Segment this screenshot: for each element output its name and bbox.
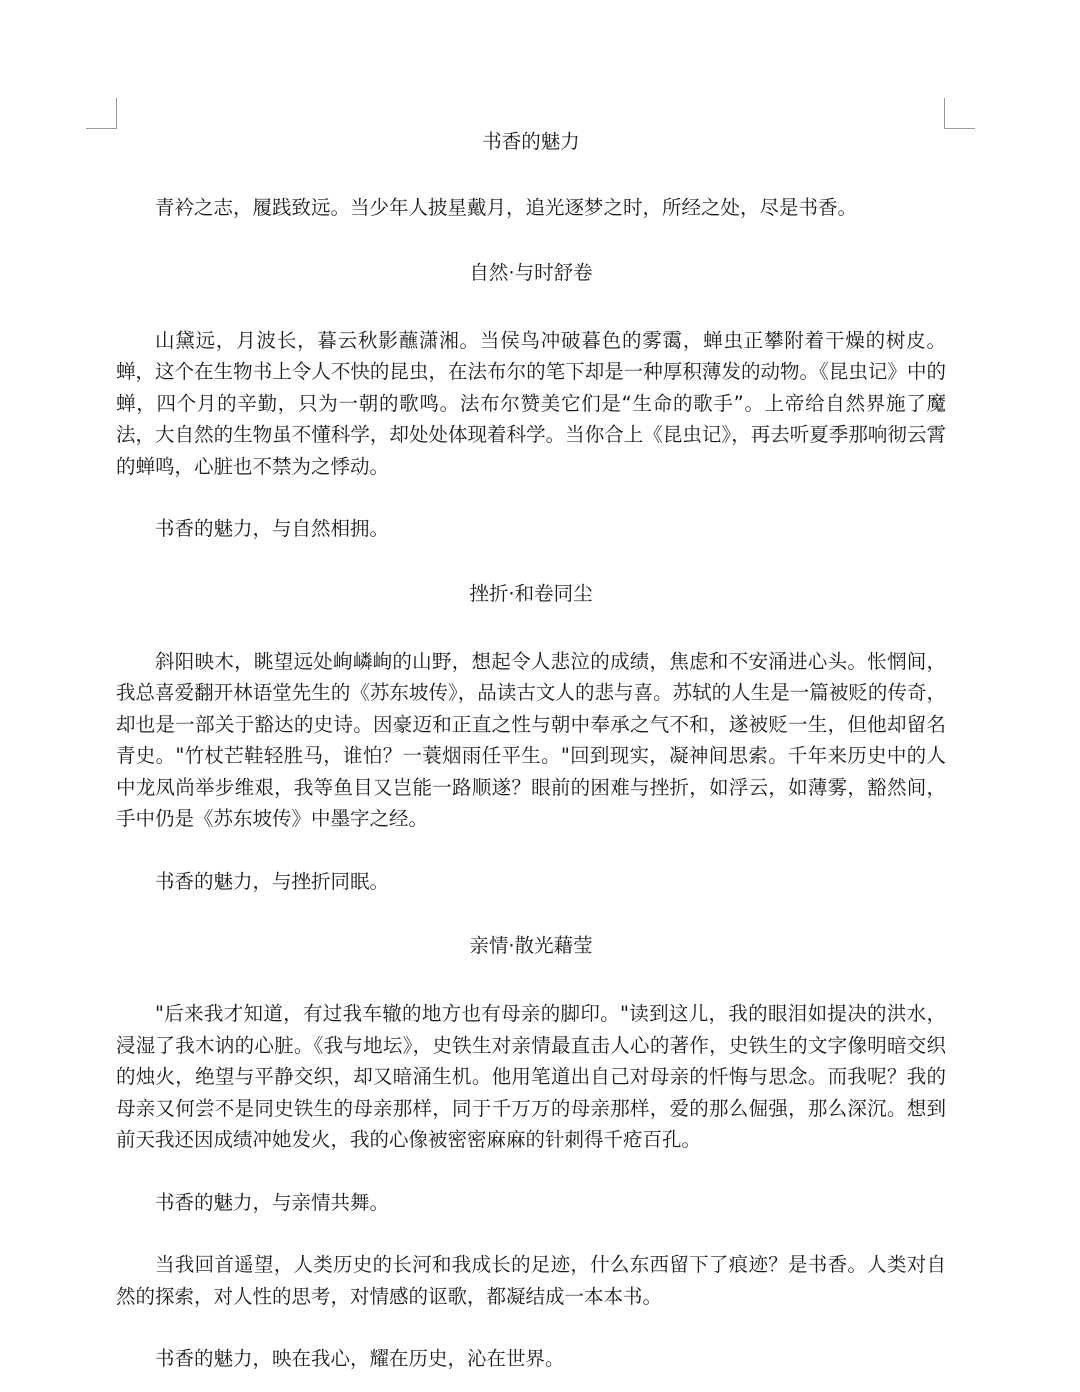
document-title: 书香的魅力 (482, 130, 580, 153)
conclusion-paragraph: 当我回首遥望，人类历史的长河和我成长的足迹，什么东西留下了痕迹？是书香。人类对自然的探索，对人性的思考，对情感的讴歌，都凝结成一本本书。 (116, 1253, 946, 1308)
section-closing-setback: 书香的魅力，与挫折同眠。 (155, 869, 390, 893)
intro-paragraph: 青衿之志，履践致远。当少年人披星戴月，追光逐梦之时，所经之处，尽是书香。 (155, 196, 858, 219)
section-heading-setback: 挫折·和卷同尘 (469, 581, 593, 605)
section-body-nature: 山黛远，月波长，暮云秋影蘸潇湘。当侯鸟冲破暮色的雾霭，蝉虫正攀附着干燥的树皮。蝉，这个在生物书上令人不快的昆虫，在法布尔的笔下却是一种厚积薄发的动物。《昆虫记》中的蝉，四个月的辛勤，只为一朝的歌鸣。法布尔赞美它们是“生命的歌手”。上帝给自然界施了魔法，大自然的生物虽不懂科学，却处处体现着科学。当你合上《昆虫记》，再去听夏季那响彻云霄的蝉鸣，心脏也不禁为之悸动。 (116, 328, 946, 478)
section-heading-nature: 自然·与时舒卷 (469, 260, 593, 284)
document-body[interactable] (116, 124, 946, 1375)
section-body-setback: 斜阳映木，眺望远处峋嶙峋的山野，想起令人悲泣的成绩，焦虑和不安涌进心头。怅惘间，我总喜爱翻开林语堂先生的《苏东坡传》，品读古文人的悲与喜。苏轼的人生是一篇被贬的传奇，却也是一部关于豁达的史诗。因豪迈和正直之性与朝中奉承之气不和，遂被贬一生，但他却留名青史。"竹杖芒鞋轻胜马，谁怕？一蓑烟雨任平生。"回到现实，凝神间思索。千年来历史中的人中龙凤尚举步维艰，我等鱼目又岂能一路顺遂？眼前的困难与挫折，如浮云，如薄雾，豁然间，手中仍是《苏东坡传》中墨字之经。 (116, 649, 946, 830)
section-closing-nature: 书香的魅力，与自然相拥。 (155, 517, 390, 540)
top-right-margin-mark (944, 98, 975, 129)
section-body-family: "后来我才知道，有过我车辙的地方也有母亲的脚印。"读到这儿，我的眼泪如提决的洪水，浸湿了我木讷的心脏。《我与地坛》，史铁生对亲情最直击人心的著作，史铁生的文字像明暗交织的烛火，绝望与平静交织，却又暗涌生机。他用笔道出自己对母亲的忏悔与思念。而我呢？我的母亲又何尝不是同史铁生的母亲那样，同于千万万的母亲那样，爱的那么倔强，那么深沉。想到前天我还因成绩冲她发火，我的心像被密密麻麻的针刺得千疮百孔。 (116, 1002, 946, 1151)
final-line: 书香的魅力，映在我心，耀在历史，沁在世界。 (155, 1347, 565, 1370)
section-closing-family: 书香的魅力，与亲情共舞。 (155, 1190, 390, 1214)
top-left-margin-mark (86, 98, 117, 129)
section-heading-family: 亲情·散光藉莹 (469, 934, 593, 957)
